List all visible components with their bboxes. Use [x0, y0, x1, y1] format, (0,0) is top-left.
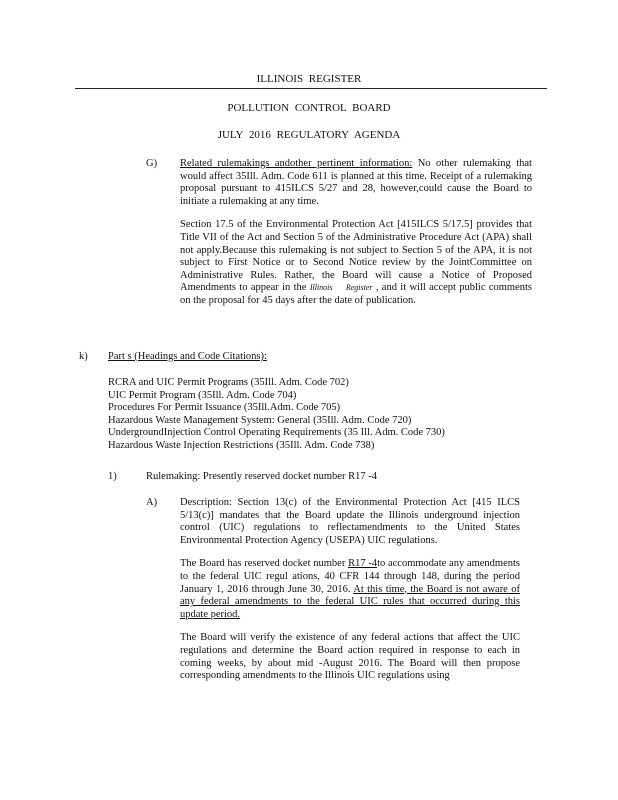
docket-number: R17 -4 — [348, 558, 378, 570]
part-720: Hazardous Waste Management System: General (35Ill. Adm. Code 720) — [108, 414, 412, 426]
item-a-docket-paragraph — [180, 558, 520, 621]
header-rule — [75, 88, 547, 89]
part-704: UIC Permit Program (35Ill. Adm. Code 704) — [108, 389, 297, 401]
item-1-label: 1) — [108, 471, 117, 482]
item-k-label: k) — [79, 351, 88, 362]
item-a-verify-paragraph: The Board will verify the existence of any federal actions that affect the UIC regulations and determine the Board action required in response to each in coming weeks, by about mid -August 2016. The Board will then propose corresponding amendments to the Illinois UIC regulations using — [180, 632, 520, 682]
item-g-heading: Related rulemakings andother pertinent information: — [180, 158, 413, 169]
agenda-title: JULY 2016 REGULATORY AGENDA — [217, 129, 401, 141]
item-g-block — [180, 158, 532, 308]
part-730: UndergroundInjection Control Operating Requirements (35 Ill. Adm. Code 730) — [108, 427, 445, 439]
item-g-label: G) — [146, 158, 158, 169]
item-k-heading: Part s (Headings and Code Citations): — [108, 351, 267, 362]
item-g-paragraph-1 — [180, 158, 532, 208]
item-g-paragraph-2 — [180, 219, 532, 307]
item-g-text: No other rulemaking that would affect 35Ill. Adm. Code 611 is planned at this time. Receipt of a rulemaking proposal pursuant to 415ILCS 5/27 and 28, however,could cause the Board to initiate a rulemaking at any time. — [180, 158, 532, 207]
part-702: RCRA and UIC Permit Programs (35Ill. Adm. Code 702) — [108, 377, 349, 388]
register-title: ILLINOIS REGISTER — [256, 73, 362, 85]
docket-text-a: The Board has reserved docket number — [180, 558, 349, 570]
item-a-block — [180, 497, 520, 683]
part-738: Hazardous Waste Injection Restrictions (35Ill. Adm. Code 738) — [108, 439, 375, 451]
board-title: POLLUTION CONTROL BOARD — [227, 102, 391, 114]
rulemaking-line: Rulemaking: Presently reserved docket number R17 -4 — [146, 471, 377, 482]
item-a-label: A) — [146, 497, 158, 508]
register-name-register: Register — [345, 283, 373, 293]
docket-text-b: to accommodate any amendments to the federal UIC regul ations, 40 CFR 144 through 148, during the period January 1, 2016 through June 30, 2016. — [180, 558, 521, 595]
register-name-illinois: Illinois — [309, 283, 333, 293]
item-g-p2-text: Section 17.5 of the Environmental Protection Act [415ILCS 5/17.5] provides that Title VII of the Act and Section 5 of the Administrative Procedure Act (APA) shall not apply.Because this rulemaking is not subject to Section 5 of the APA, it is not subject to First Notice or to Second Notice review by the JointCommittee on Administrative Rules. Rather, the Board will cause a Notice of Proposed Amendments to appear in the — [180, 219, 532, 294]
item-g-p2-tail: , and it will accept public comments on the proposal for 45 days after the date of publication. — [180, 282, 533, 306]
parts-list — [108, 377, 548, 453]
item-a-description: Description: Section 13(c) of the Environmental Protection Act [415 ILCS 5/13(c)] mandates that the Board update the Illinois underground injection control (UIC) regulations to reflectamendments to the United States Environmental Protection Agency (USEPA) UIC regulations. — [180, 497, 520, 546]
update-notice-underlined: At this time, the Board is not aware of any federal amendments to the federal UIC rules that occurred during this update period. — [180, 583, 520, 620]
part-705: Procedures For Permit Issuance (35Ill.Adm. Code 705) — [108, 402, 341, 414]
